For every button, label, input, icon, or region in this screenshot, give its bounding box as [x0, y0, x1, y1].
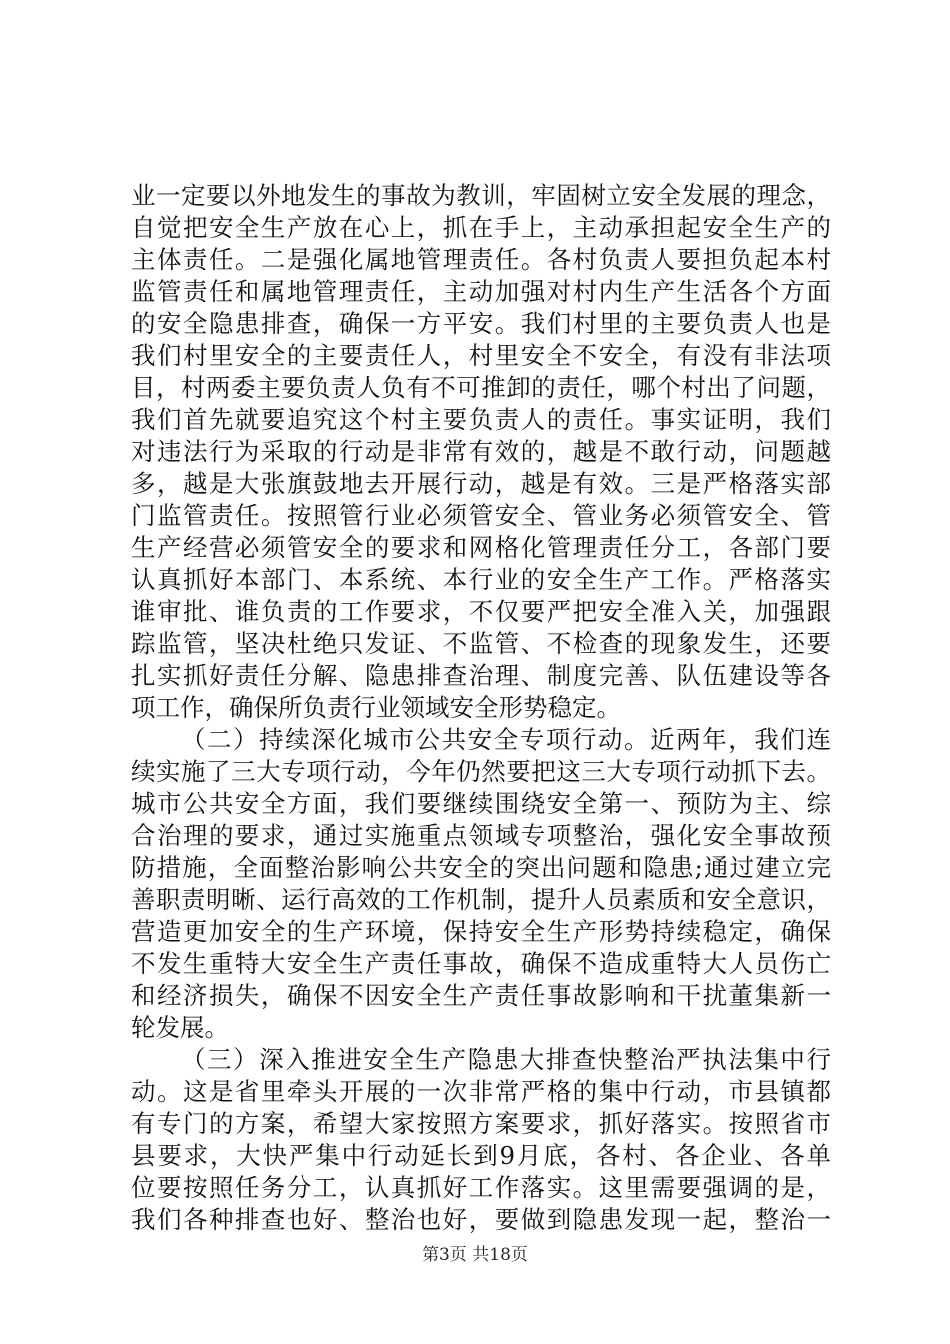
text-line: 续实施了三大专项行动，今年仍然要把这三大专项行动抓下去。 [131, 757, 831, 786]
text-line: 踪监管，坚决杜绝只发证、不监管、不检查的现象发生，还要 [131, 629, 831, 658]
text-line: 项工作，确保所负责行业领域安全形势稳定。 [131, 693, 621, 722]
page-number-footer: 第3页 共18页 [422, 1245, 528, 1265]
text-line: 自觉把安全生产放在心上，抓在手上，主动承担起安全生产的 [131, 213, 831, 242]
text-line: 门监管责任。按照管行业必须管安全、管业务必须管安全、管 [131, 501, 831, 530]
text-line: 轮发展。 [131, 1013, 229, 1042]
text-line: 监管责任和属地管理责任，主动加强对村内生产生活各个方面 [131, 277, 831, 306]
text-line: 和经济损失，确保不因安全生产责任事故影响和干扰董集新一 [131, 981, 831, 1010]
text-line: 营造更加安全的生产环境，保持安全生产形势持续稳定，确保 [131, 917, 831, 946]
text-line: 我们各种排查也好、整治也好，要做到隐患发现一起，整治一 [131, 1205, 831, 1234]
text-line: 动。这是省里牵头开展的一次非常严格的集中行动，市县镇都 [131, 1077, 831, 1106]
text-line: 有专门的方案，希望大家按照方案要求，抓好落实。按照省市 [131, 1109, 831, 1138]
text-line: 我们村里安全的主要责任人，村里安全不安全，有没有非法项 [131, 341, 831, 370]
text-line: 生产经营必须管安全的要求和网格化管理责任分工，各部门要 [131, 533, 831, 562]
text-line: 城市公共安全方面，我们要继续围绕安全第一、预防为主、综 [131, 789, 831, 818]
section-heading-line: （三）深入推进安全生产隐患大排查快整治严执法集中行 [181, 1045, 831, 1074]
text-line: 我们首先就要追究这个村主要负责人的责任。事实证明，我们 [131, 405, 831, 434]
text-line: 不发生重特大安全生产责任事故，确保不造成重特大人员伤亡 [131, 949, 831, 978]
text-line: 扎实抓好责任分解、隐患排查治理、制度完善、队伍建设等各 [131, 661, 831, 690]
text-line: 主体责任。二是强化属地管理责任。各村负责人要担负起本村 [131, 245, 831, 274]
text-line: 合治理的要求，通过实施重点领域专项整治，强化安全事故预 [131, 821, 831, 850]
text-line: 的安全隐患排查，确保一方平安。我们村里的主要负责人也是 [131, 309, 831, 338]
text-line: 对违法行为采取的行动是非常有效的，越是不敢行动，问题越 [131, 437, 831, 466]
text-line: 认真抓好本部门、本系统、本行业的安全生产工作。严格落实 [131, 565, 831, 594]
text-line: 业一定要以外地发生的事故为教训，牢固树立安全发展的理念， [131, 181, 831, 210]
text-line: 谁审批、谁负责的工作要求，不仅要严把安全准入关，加强跟 [131, 597, 831, 626]
text-line: 防措施，全面整治影响公共安全的突出问题和隐患;通过建立完 [131, 853, 831, 882]
section-heading-line: （二）持续深化城市公共安全专项行动。近两年，我们连 [181, 725, 831, 754]
text-line: 位要按照任务分工，认真抓好工作落实。这里需要强调的是， [131, 1173, 831, 1202]
text-line: 县要求，大快严集中行动延长到9月底，各村、各企业、各单 [131, 1141, 831, 1170]
text-line: 善职责明晰、运行高效的工作机制，提升人员素质和安全意识， [131, 885, 831, 914]
text-line: 目，村两委主要负责人负有不可推卸的责任，哪个村出了问题， [131, 373, 831, 402]
text-line: 多，越是大张旗鼓地去开展行动，越是有效。三是严格落实部 [131, 469, 831, 498]
body-text [131, 180, 831, 1236]
